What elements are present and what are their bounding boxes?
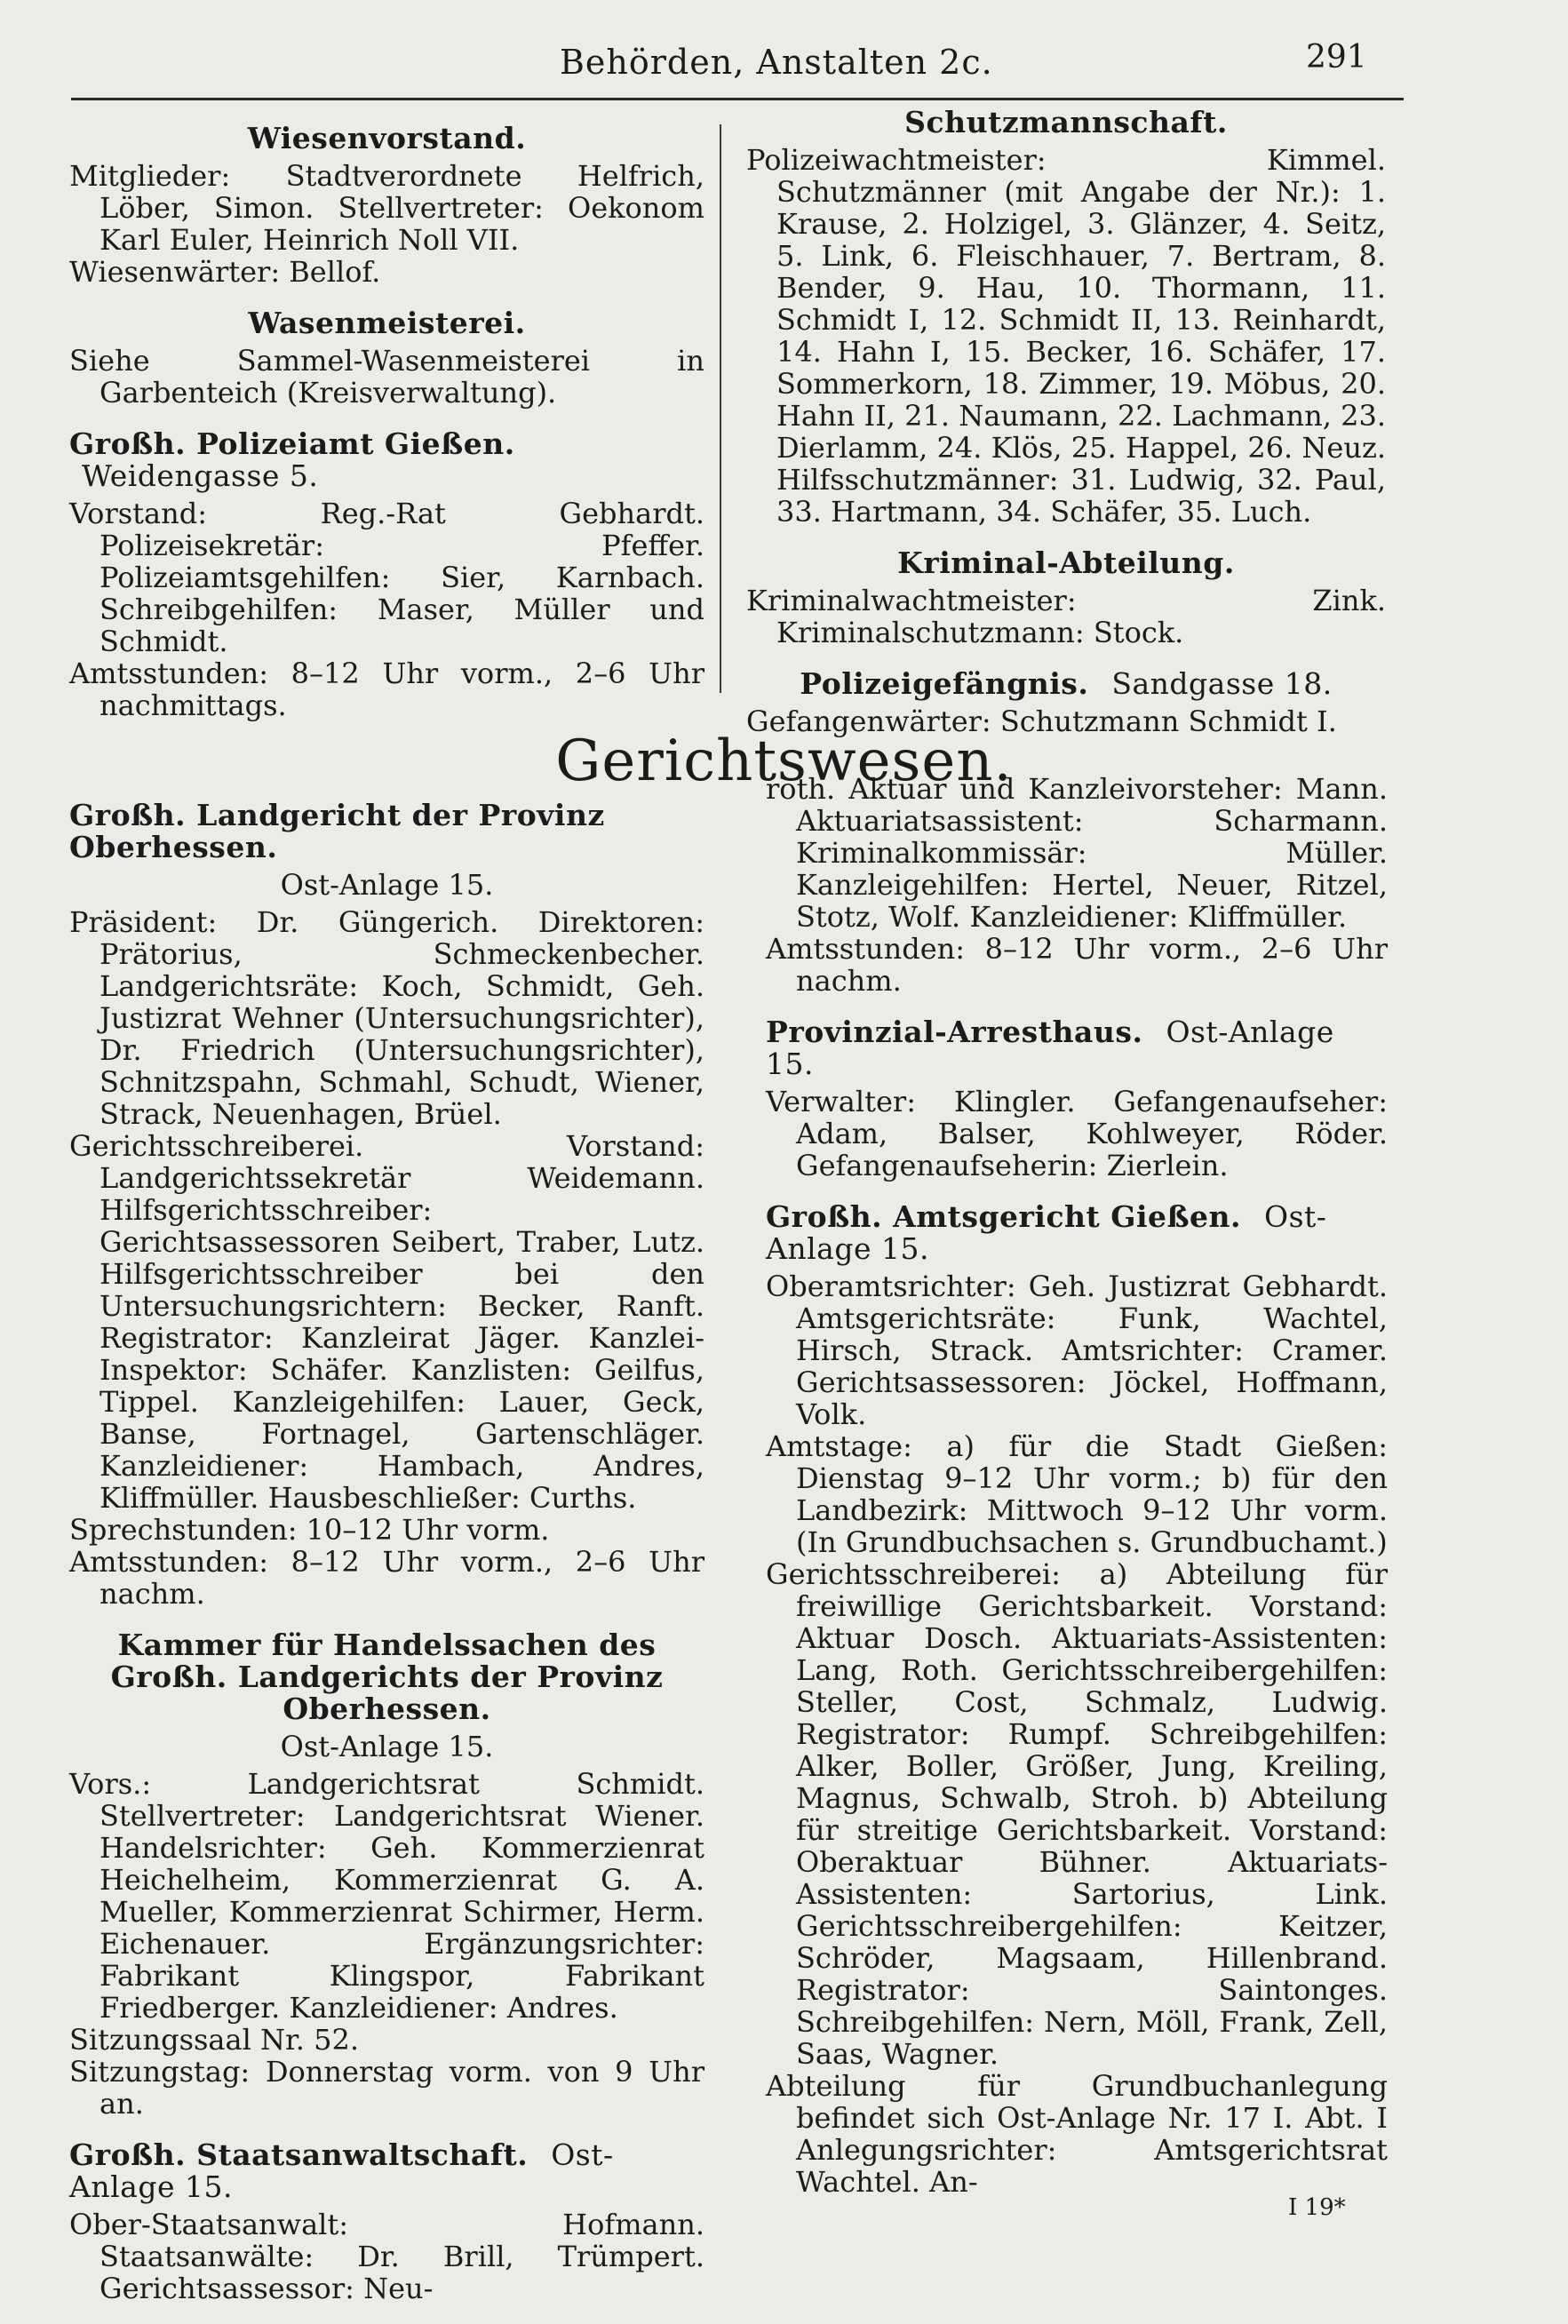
left-main-column [69,800,704,2324]
section-heading: Schutzmannschaft. [904,105,1228,139]
entry: Sprechstunden: 10–12 Uhr vorm. [69,1513,550,1547]
heading-title: Großh. Amtsgericht Gießen. [766,1199,1242,1234]
section-staatsanwaltschaft [69,2139,704,2304]
section-kammer-handelssachen [69,1629,704,2120]
entry: Sitzungssaal Nr. 52. [69,2023,359,2057]
heading-address: Sandgasse 18. [1111,666,1333,701]
entry: Vorstand: Reg.-Rat Gebhardt. Polizeisekretär: Pfeffer. Polizeiamtsgehilfen: Sier, Karnbach. Schreibgehilfen: Maser, Müller und Schmidt. [69,497,704,658]
section-heading: Kammer für Handelssachen des Großh. Landgerichts der Provinz Oberhessen. [110,1628,664,1726]
section-polizeiamt [69,428,704,721]
heading-title: Provinzial-Arresthaus. [766,1015,1143,1049]
section-heading: Kriminal-Abteilung. [897,545,1235,580]
heading-title: Polizeigefängnis. [800,666,1089,701]
heading-address: Ost-Anlage 15. [766,1199,1327,1266]
entry: Ober-Staatsanwalt: Hofmann. Staatsanwälte: Dr. Brill, Trümpert. Gerichtsassessor: Neu- [69,2208,704,2305]
left-top-column [69,123,704,741]
column-divider [720,124,721,693]
heading-address: Ost-Anlage 15. [69,2137,614,2204]
entry: Präsident: Dr. Güngerich. Direktoren: Prätorius, Schmeckenbecher. Landgerichtsräte: Koch, Schmidt, Geh. Justizrat Wehner (Untersuchungsrichter), Dr. Friedrich (Untersuchungsrichter), Schnitzspahn, Schmahl, Schudt, Wiener, Strack, Neuenhagen, Brüel. [69,905,704,1131]
entry: Vors.: Landgerichtsrat Schmidt. Stellvertreter: Landgerichtsrat Wiener. Handelsrichter: Geh. Kommerzienrat Heichelheim, Kommerzienrat G. A. Mueller, Kommerzienrat Schirmer, Herm. Eichenauer. Ergänzungsrichter: Fabrikant Klingspor, Fabrikant Friedberger. Kanzleidiener: Andres. [69,1767,704,2025]
page-number: 291 [1306,39,1367,76]
heading-title: Großh. Staatsanwaltschaft. [69,2137,529,2172]
section-heading [766,1201,1388,1265]
section-heading [69,428,704,492]
entry: Amtsstunden: 8–12 Uhr vorm., 2–6 Uhr nachm. [69,1545,704,1611]
entry: Gerichtsschreiberei. Vorstand: Landgerichtssekretär Weidemann. Hilfsgerichtsschreiber: Gerichtsassessoren Seibert, Traber, Lutz. Hilfsgerichtsschreiber bei den Untersuchungsrichtern: Becker, Ranft. Registrator: Kanzleirat Jäger. Kanzlei-Inspektor: Schäfer. Kanzlisten: Geilfus, Tippel. Kanzleigehilfen: Lauer, Geck, Banse, Fortnagel, Gartenschläger. Kanzleidiener: Hambach, Andres, Kliffmüller. Hausbeschließer: Curths. [69,1129,704,1515]
entry: Kriminalwachtmeister: Zink. Kriminalschutzmann: Stock. [746,584,1386,649]
entry: Sitzungstag: Donnerstag vorm. von 9 Uhr an. [69,2055,704,2121]
entry: Wiesenwärter: Bellof. [69,255,381,289]
section-staatsanwaltschaft-cont [766,773,1388,997]
section-heading [766,1016,1388,1080]
section-amtsgericht [766,1201,1388,2198]
section-heading: Großh. Landgericht der Provinz Oberhessen. [69,798,605,864]
entry: roth. Aktuar und Kanzleivorsteher: Mann. Aktuariatsassistent: Scharmann. Kriminalkommissär: Müller. Kanzleigehilfen: Hertel, Neuer, Ritzel, Stotz, Wolf. Kanzleidiener: Kliffmüller. [766,772,1388,934]
signature-mark: I 19* [1288,2194,1346,2221]
section-schutzmannschaft [746,107,1386,528]
section-polizeigefaengnis [746,668,1386,737]
section-address: Ost-Anlage 15. [280,1730,494,1763]
entry: Gefangenwärter: Schutzmann Schmidt I. [746,704,1337,738]
section-wasenmeisterei [69,307,704,409]
right-top-column [746,107,1386,757]
main-title: Gerichtswesen. [555,728,1013,794]
section-arresthaus [766,1016,1388,1182]
entry: Siehe Sammel-Wasenmeisterei in Garbenteich (Kreisverwaltung). [69,344,704,410]
entry: Gerichtsschreiberei: a) Abteilung für freiwillige Gerichtsbarkeit. Vorstand: Aktuar Dosch. Aktuariats-Assistenten: Lang, Roth. Gerichtsschreibergehilfen: Steller, Cost, Schmalz, Ludwig. Registrator: Rumpf. Schreibgehilfen: Alker, Boller, Größer, Jung, Kreiling, Magnus, Schwalb, Stroh. b) Abteilung für streitige Gerichtsbarkeit. Vorstand: Oberaktuar Bühner. Aktuariats-Assistenten: Sartorius, Link. Gerichtsschreibergehilfen: Keitzer, Schröder, Magsaam, Hillenbrand. Registrator: Saintonges. Schreibgehilfen: Nern, Möll, Frank, Zell, Saas, Wagner. [766,1557,1388,2071]
entry: Polizeiwachtmeister: Kimmel. Schutzmänner (mit Angabe der Nr.): 1. Krause, 2. Holzigel, 3. Glänzer, 4. Seitz, 5. Link, 6. Fleischhauer, 7. Bertram, 8. Bender, 9. Hau, 10. Thormann, 11. Schmidt I, 12. Schmidt II, 13. Reinhardt, 14. Hahn I, 15. Becker, 16. Schäfer, 17. Sommerkorn, 18. Zimmer, 19. Möbus, 20. Hahn II, 21. Naumann, 22. Lachmann, 23. Dierlamm, 24. Klös, 25. Happel, 26. Neuz. Hilfsschutzmänner: 31. Ludwig, 32. Paul, 33. Hartmann, 34. Schäfer, 35. Luch. [746,143,1386,529]
section-heading: Wasenmeisterei. [248,306,526,340]
heading-address: Ost-Anlage 15. [766,1015,1334,1081]
section-landgericht [69,800,704,1610]
header-rule [71,98,1404,100]
entry: Abteilung für Grundbuchanlegung befindet sich Ost-Anlage Nr. 17 I. Abt. I Anlegungsrichter: Amtsgerichtsrat Wachtel. An- [766,2069,1388,2199]
section-heading: Wiesenvorstand. [247,121,527,155]
entry: Amtsstunden: 8–12 Uhr vorm., 2–6 Uhr nachmittags. [69,657,704,722]
entry: Verwalter: Klingler. Gefangenaufseher: Adam, Balser, Kohlweyer, Röder. Gefangenaufseherin: Zierlein. [766,1085,1388,1182]
right-main-column [766,773,1388,2217]
heading-address: Weidengasse 5. [82,458,319,493]
section-address: Ost-Anlage 15. [280,868,494,902]
entry: Amtstage: a) für die Stadt Gießen: Dienstag 9–12 Uhr vorm.; b) für den Landbezirk: Mittwoch 9–12 Uhr vorm. (In Grundbuchsachen s. Grundbuchamt.) [766,1429,1388,1559]
section-heading [746,668,1386,700]
section-heading [69,2139,704,2203]
entry: Mitglieder: Stadtverordnete Helfrich, Löber, Simon. Stellvertreter: Oekonom Karl Euler, Heinrich Noll VII. [69,159,704,257]
section-wiesenvorstand [69,123,704,288]
entry: Oberamtsrichter: Geh. Justizrat Gebhardt. Amtsgerichtsräte: Funk, Wachtel, Hirsch, Strack. Amtsrichter: Cramer. Gerichtsassessoren: Jöckel, Hoffmann, Volk. [766,1269,1388,1431]
running-head: Behörden, Anstalten 2c. [560,43,993,82]
entry: Amtsstunden: 8–12 Uhr vorm., 2–6 Uhr nachm. [766,932,1388,998]
heading-title: Großh. Polizeiamt Gießen. [69,426,515,461]
section-kriminal-abteilung [746,547,1386,649]
